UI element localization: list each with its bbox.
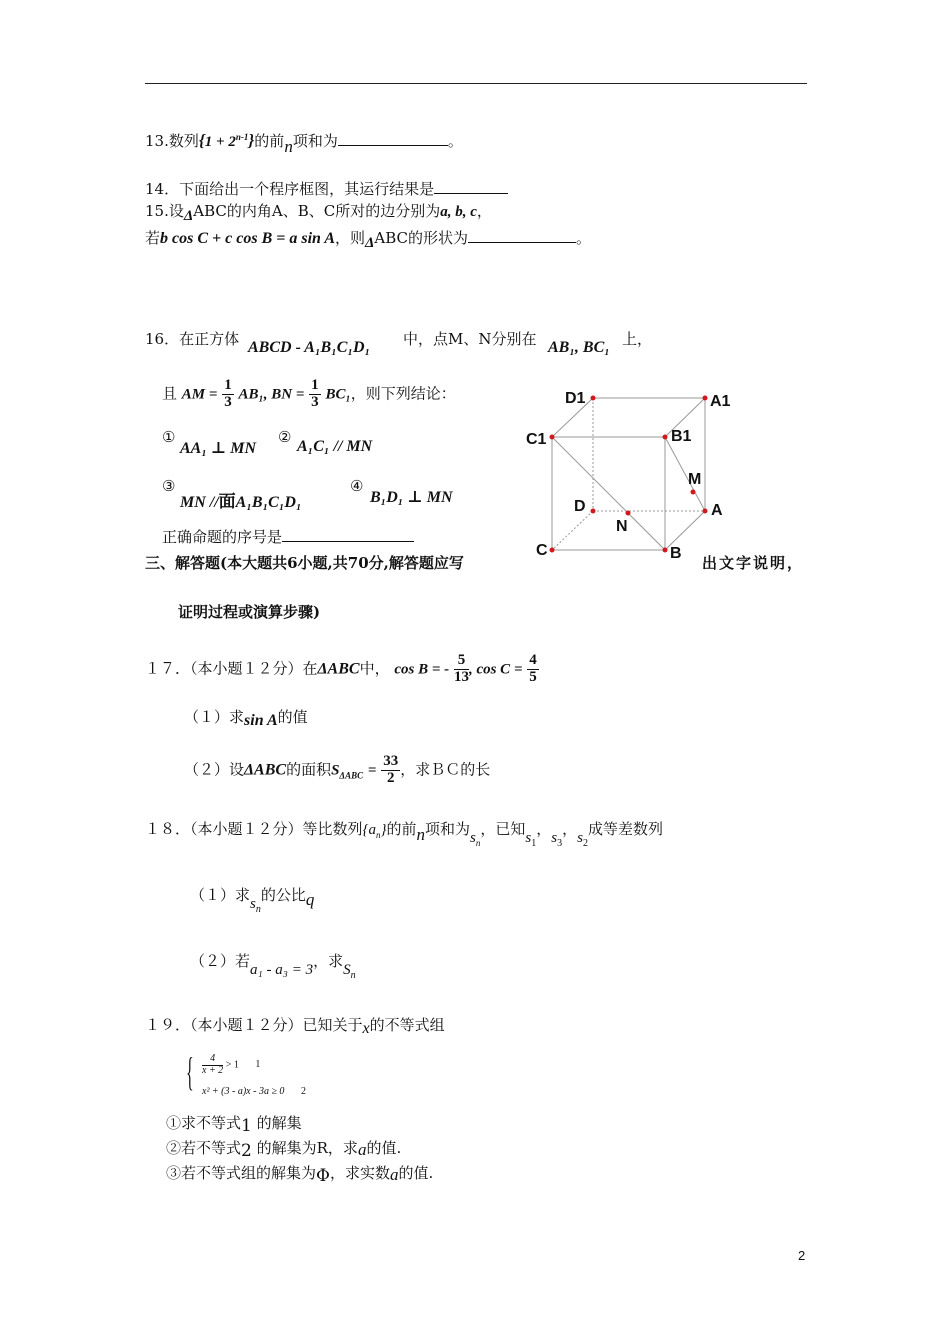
fraction-one-third: $\frac{1}{3}$ xyxy=(311,377,319,410)
q16-c4-mark: ④ xyxy=(350,477,364,495)
point-d1 xyxy=(591,396,596,401)
section-3-title-end: 出文字说明， xyxy=(702,554,805,572)
q16-bc1: BC₁ xyxy=(325,386,351,403)
q18-sn-sub: n xyxy=(475,838,481,848)
q16-c3-mark: ③ xyxy=(162,477,176,495)
q16-answer-label: 正确命题的序号是 xyxy=(162,528,283,546)
q18-mid: 的前 xyxy=(386,820,417,838)
q18-p1-pre: （１）求 xyxy=(190,886,251,904)
q18-p1-post: 的公比 xyxy=(260,886,306,904)
q13-expression: 1 + 2 xyxy=(204,134,236,150)
q19-i3-mid: ，求实数 xyxy=(329,1164,390,1182)
q17-p1-expr: sin A xyxy=(244,712,278,729)
point-b xyxy=(663,548,668,553)
q19-i2-mark: ② xyxy=(166,1139,182,1157)
q17-area-s: S xyxy=(331,762,340,779)
q18-p2-pre: （２）若 xyxy=(190,952,251,970)
q17-p2-post: ，求ＢＣ的长 xyxy=(400,760,491,779)
q16-condition xyxy=(162,378,456,411)
point-c1 xyxy=(550,435,555,440)
q18-s3-sub: 3 xyxy=(557,838,563,849)
q17-eq: = xyxy=(367,762,377,779)
q15-equation: b cos C + c cos B = a sin A xyxy=(160,230,335,247)
section-3-subtitle: 证明过程或演算步骤) xyxy=(178,603,321,621)
q14-answer-blank[interactable] xyxy=(434,179,508,194)
q16-conclusion-4: B₁D₁ ⊥ MN xyxy=(370,489,453,506)
q17-cosc: , cos C = xyxy=(468,661,523,678)
q18-p2-mid: ，求 xyxy=(313,952,344,970)
q15-answer-blank[interactable] xyxy=(468,228,576,243)
q16-c3b: 面 xyxy=(218,492,236,512)
q16-am: AM = xyxy=(181,386,218,403)
q16-ab1: AB₁, BN = xyxy=(238,386,305,403)
q19-x: x xyxy=(362,1020,370,1037)
q15-end: 。 xyxy=(576,229,592,247)
q19-item-2 xyxy=(166,1137,402,1161)
q19-i1-mark: ① xyxy=(166,1114,182,1132)
hidden-edge-d-c xyxy=(552,511,593,550)
label-d: D xyxy=(574,498,586,515)
q16-post: 上， xyxy=(622,330,653,348)
q15-sides: a, b, c xyxy=(440,204,477,220)
fraction-4-5: $\frac{4}{5}$ xyxy=(529,652,537,685)
q18-n: n xyxy=(416,825,426,844)
delta-symbol: Δ xyxy=(365,235,375,251)
q16-answer xyxy=(162,526,414,547)
q17-head: １７．（本小题１２分）在 xyxy=(145,659,318,678)
q19-system xyxy=(186,1050,336,1100)
q19-i2-a: a xyxy=(357,1140,367,1159)
q16-cond-post: ，则下列结论： xyxy=(350,384,456,403)
question-13: 13.数列$\{1 + 2^{n-1}\}$的前n项和为 。 xyxy=(145,131,463,156)
q18-s2: s xyxy=(577,830,583,846)
q19-tag-2: 2 xyxy=(300,1086,306,1097)
diag-c1-b xyxy=(552,437,665,550)
q19-ineq-2-text: x² + (3 - a)x - 3a ≥ 0 xyxy=(202,1086,285,1097)
q18-mid2: 项和为 xyxy=(425,820,471,838)
q15-then: ，则 xyxy=(335,229,366,247)
q17-p1-post: 的值 xyxy=(277,708,308,726)
q19-i2-n: 2 xyxy=(241,1141,252,1161)
question-15-line2 xyxy=(145,227,592,251)
q17-part-1 xyxy=(184,706,308,727)
q16-c1-mark: ① xyxy=(162,428,176,446)
label-a: A xyxy=(711,502,723,519)
point-n xyxy=(626,511,631,516)
header-rule xyxy=(145,83,807,84)
q16-mid: 中，点M、N分别在 xyxy=(403,330,537,348)
q17-p1-pre: （１）求 xyxy=(184,708,245,726)
q15-prefix: 15.设 xyxy=(145,202,184,220)
question-18: １８．（本小题１２分）等比数列$\{a_n\}$的前n项和为$s_n$，已知$s_1$，$s_3$，$s_2$成等差数列 xyxy=(145,820,663,849)
q19-ineq-1: $\frac{4}{x + 2}$ > 1 1 xyxy=(202,1053,261,1076)
page-number: 2 xyxy=(798,1248,806,1263)
q19-post: 的不等式组 xyxy=(369,1016,445,1034)
question-16 xyxy=(145,328,239,349)
q16-conclusion-1: AA₁ ⊥ MN xyxy=(180,440,257,457)
q13-answer-blank[interactable] xyxy=(338,131,448,146)
q16-cube: ABCD - A₁B₁C₁D₁ xyxy=(248,339,371,356)
q16-segments: AB₁, BC₁ xyxy=(548,339,610,356)
q16-c2-mark: ② xyxy=(278,428,292,446)
q18-part-2 xyxy=(190,950,356,981)
q19-i3-post: 的值. xyxy=(398,1164,434,1182)
q18-known: ，已知 xyxy=(480,820,526,838)
label-a1: A1 xyxy=(710,393,731,410)
q19-i3-mark: ③ xyxy=(166,1164,182,1182)
q19-item-1 xyxy=(166,1112,302,1136)
q13-n: n xyxy=(284,137,293,156)
q15-post: ABC的形状为 xyxy=(374,229,469,247)
q15-if: 若 xyxy=(145,229,161,247)
label-m: M xyxy=(688,471,702,488)
q18-sn: s xyxy=(470,830,476,846)
label-c: C xyxy=(536,542,548,559)
q18-post: 成等差数列 xyxy=(587,820,663,838)
point-b1 xyxy=(663,435,668,440)
q17-p2-triangle: ΔABC xyxy=(244,761,287,779)
point-a xyxy=(703,509,708,514)
q17-p2-mid: 的面积 xyxy=(286,760,332,779)
q14-text: 14．下面给出一个程序框图，其运行结果是 xyxy=(145,180,435,198)
q16-conclusion-2: A₁C₁ // MN xyxy=(297,438,373,455)
q18-p1-sub: n xyxy=(255,904,261,915)
q15-mid: ABC的内角A、B、C所对的边分别为 xyxy=(193,202,441,220)
label-b: B xyxy=(670,545,682,560)
q19-rel: > 1 xyxy=(225,1059,239,1071)
q18-p2-s: S xyxy=(343,962,351,978)
label-b1: B1 xyxy=(671,428,692,445)
q17-part-2 xyxy=(184,754,490,787)
q13-number: 13. xyxy=(145,132,169,150)
label-c1: C1 xyxy=(526,431,547,448)
point-c xyxy=(550,548,555,553)
question-15-line1 xyxy=(145,200,492,224)
label-n: N xyxy=(616,518,628,535)
q19-i1-post: 的解集 xyxy=(256,1114,302,1132)
q18-s3: s xyxy=(551,830,558,846)
question-17 xyxy=(145,653,539,686)
q17-p2-pre: （２）设 xyxy=(184,760,245,779)
q19-i2-mid: 的解集为R，求 xyxy=(256,1139,358,1157)
q17-mid: 中， xyxy=(359,659,390,678)
q19-i2-post: 的值. xyxy=(366,1139,402,1157)
section-3-title: 三、解答题(本大题共6小题,共70分,解答题应写 xyxy=(145,554,464,572)
q16-conclusion-3 xyxy=(180,487,302,512)
q16-answer-blank[interactable] xyxy=(282,527,414,542)
q13-prefix: 数列 xyxy=(168,132,199,150)
q18-sep: ， xyxy=(536,820,552,838)
q18-an: a xyxy=(368,822,377,838)
q15-comma: ， xyxy=(476,202,492,220)
q13-post: 项和为 xyxy=(292,132,338,150)
q18-q: q xyxy=(305,890,315,909)
q18-s1: s xyxy=(525,830,532,846)
point-d xyxy=(591,509,596,514)
cube-diagram xyxy=(520,380,750,560)
q19-phi: Φ xyxy=(316,1166,330,1186)
q13-exponent: n-1 xyxy=(235,132,249,142)
q18-p1-s: s xyxy=(250,896,256,912)
q19-i1-n: 1 xyxy=(241,1116,252,1136)
question-19 xyxy=(145,1014,445,1035)
delta-symbol: Δ xyxy=(183,208,194,224)
q18-s2-sub: 2 xyxy=(582,838,588,849)
q17-area-sub: ΔABC xyxy=(339,770,364,781)
fraction-5-13: $\frac{5}{13}$ xyxy=(453,652,469,685)
q19-ineq-2 xyxy=(202,1086,306,1097)
fraction-33-2: $\frac{33}{2}$ xyxy=(383,753,399,786)
q17-triangle: ΔABC xyxy=(317,660,360,678)
q16-c3c: A₁B₁C₁D₁ xyxy=(235,494,302,511)
q16-c3a: MN // xyxy=(180,494,219,511)
q16-cond-pre: 且 xyxy=(162,384,178,403)
q18-p2-expr: a₁ - a₃ = 3 xyxy=(250,962,314,978)
q19-i3-a: a xyxy=(389,1165,399,1184)
q19-i3-pre: 若不等式组的解集为 xyxy=(181,1164,317,1182)
brace: { xyxy=(186,1049,194,1094)
question-14 xyxy=(145,178,508,199)
q19-item-3 xyxy=(166,1162,434,1186)
q17-cosb: cos B = - xyxy=(394,661,450,678)
q13-end: 。 xyxy=(447,132,463,150)
q18-part-1 xyxy=(190,884,315,915)
q19-i2-pre: 若不等式 xyxy=(181,1139,242,1157)
q19-i1-pre: 求不等式 xyxy=(181,1114,242,1132)
q13-mid: 的前 xyxy=(254,132,285,150)
q18-p2-sub: n xyxy=(350,970,356,981)
q16-number: 16．在正方体 xyxy=(145,330,240,348)
q18-head: １８．（本小题１２分）等比数列 xyxy=(145,820,363,838)
point-m xyxy=(691,490,696,495)
label-d1: D1 xyxy=(565,390,586,407)
q19-head: １９．（本小题１２分）已知关于 xyxy=(145,1016,363,1034)
q19-tag-1: 1 xyxy=(255,1059,261,1071)
q18-s1-sub: 1 xyxy=(531,838,537,849)
point-a1 xyxy=(703,396,708,401)
q18-an-sub: n xyxy=(376,830,381,840)
fraction-one-third: $\frac{1}{3}$ xyxy=(224,377,232,410)
q18-sep: ， xyxy=(562,820,578,838)
